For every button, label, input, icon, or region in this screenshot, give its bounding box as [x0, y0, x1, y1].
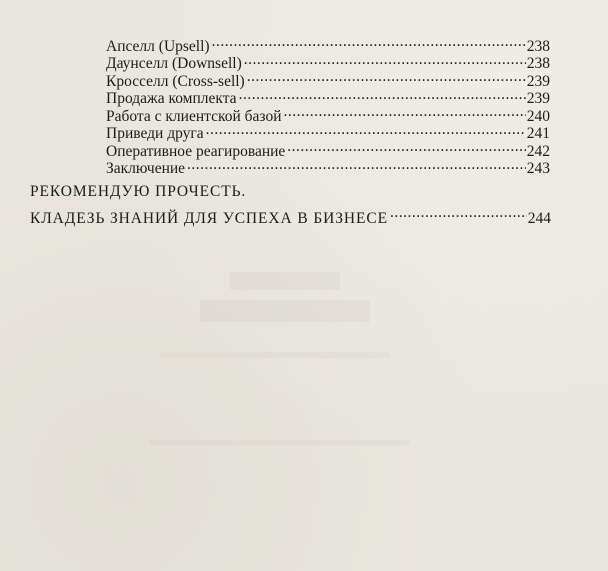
toc-entry-page: 241: [526, 125, 550, 142]
toc-entry-title: Приведи друга: [106, 125, 204, 142]
toc-leader-dots: [187, 156, 526, 174]
toc-leader-dots: [284, 103, 526, 121]
toc-entry-page: 239: [526, 72, 550, 90]
bleed-through-shape: [150, 440, 410, 445]
toc-entry-title: Даунселл (Downsell): [106, 55, 242, 72]
toc-subsection-list: [106, 33, 550, 177]
bleed-through-shape: [160, 352, 390, 358]
toc-entry-page: 239: [526, 90, 550, 107]
toc-leader-dots: [206, 121, 526, 139]
toc-leader-dots: [239, 86, 526, 104]
toc-leader-dots: [287, 138, 525, 156]
section-heading-line2: КЛАДЕЗЬ ЗНАНИЙ ДЛЯ УСПЕХА В БИЗНЕСЕ: [30, 210, 388, 227]
toc-leader-dots: [390, 202, 527, 223]
toc-leader-dots: [212, 33, 526, 51]
section-heading-line1: РЕКОМЕНДУЮ ПРОЧЕСТЬ.: [30, 183, 247, 200]
bleed-through-shape: [230, 272, 340, 290]
toc-entry-title: Заключение: [106, 160, 186, 177]
toc-entry-page: 238: [526, 55, 550, 72]
toc-entry: [106, 33, 550, 55]
toc-entry-page: 240: [526, 107, 550, 125]
toc-section-recommended: [30, 181, 551, 227]
toc-leader-dots: [247, 68, 526, 86]
toc-entry-title: Работа с клиентской базой: [106, 107, 282, 125]
toc-entry-title: Продажа комплекта: [106, 90, 237, 107]
toc-section-entry: [30, 202, 551, 227]
bleed-through-shape: [200, 300, 370, 322]
toc-entry-title: Апселл (Upsell): [106, 37, 210, 55]
toc-section-page: 244: [527, 210, 551, 227]
toc-entry-title: Оперативное реагирование: [106, 142, 286, 160]
toc-entry-page: 243: [526, 160, 550, 177]
toc-entry-page: 242: [526, 142, 550, 160]
toc-leader-dots: [244, 51, 526, 69]
toc-entry-page: 238: [526, 37, 550, 55]
toc-entry-title: Кросселл (Cross-sell): [106, 72, 245, 90]
